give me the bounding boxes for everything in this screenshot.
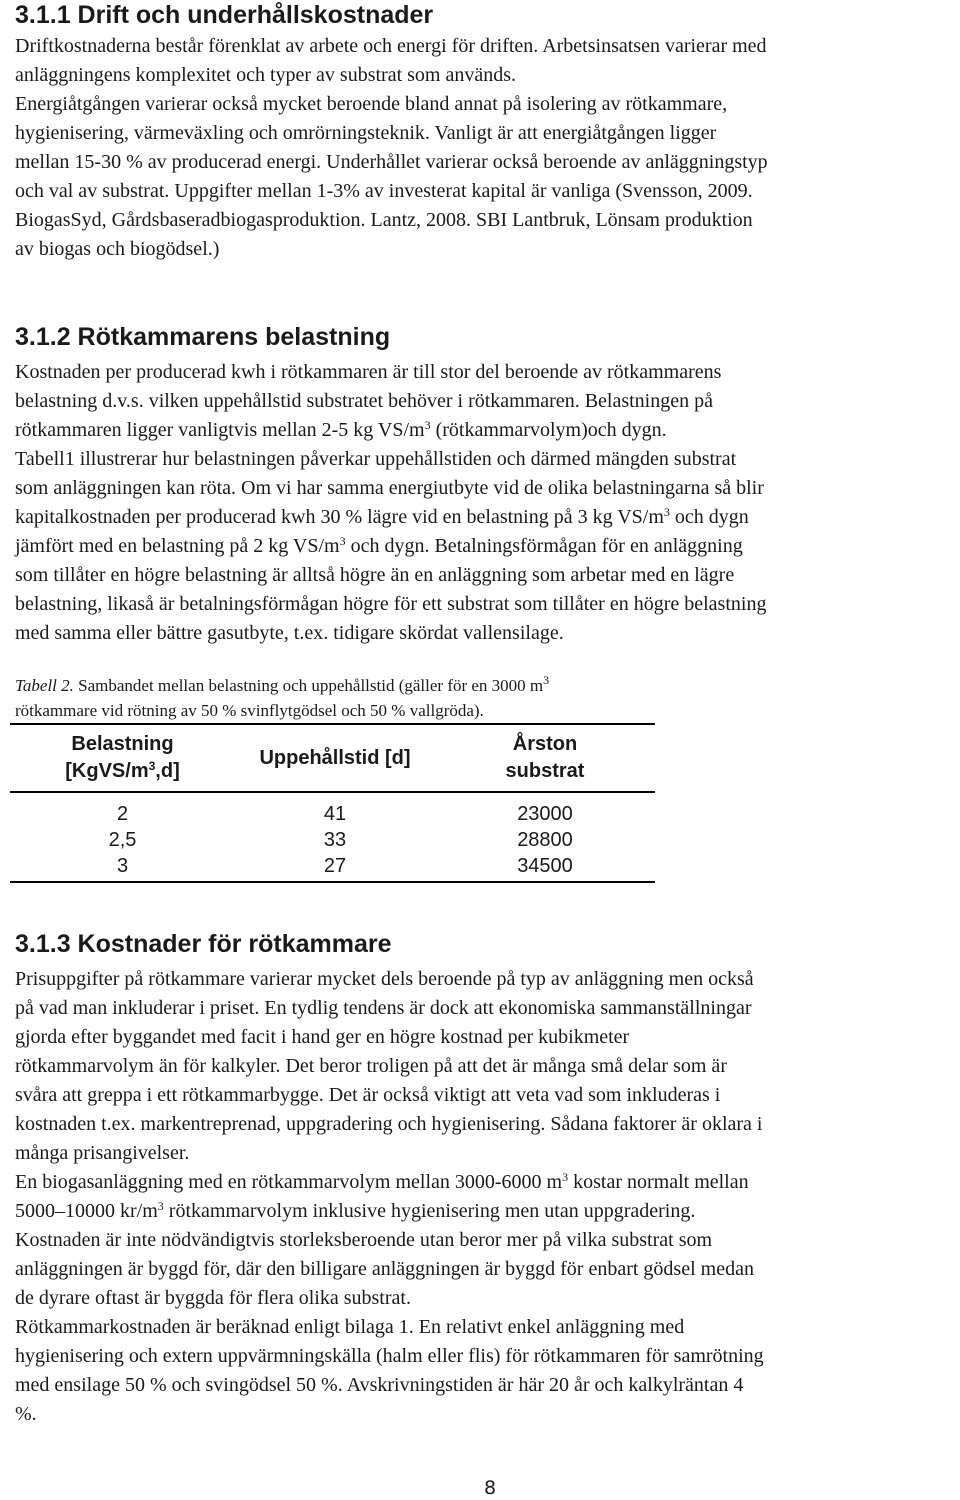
text-line: belastning, likaså är betalningsförmågan högre för ett substrat som tillåter en högre belastning bbox=[15, 593, 767, 615]
text-segment: En biogasanläggning med en rötkammarvolym mellan 3000-6000 m bbox=[15, 1171, 563, 1193]
text-segment: 5000–10000 kr/m bbox=[15, 1200, 158, 1222]
text-segment: kostar normalt mellan bbox=[568, 1171, 749, 1193]
cell-arston: 28800 bbox=[517, 829, 573, 851]
cell-uppehallstid: 41 bbox=[323, 803, 347, 825]
table-row bbox=[10, 853, 655, 882]
text-line: anläggningens komplexitet och typer av substrat som används. bbox=[15, 64, 517, 86]
text-line: rötkammarvolym än för kalkyler. Det beror troligen på att det är många små delar som är bbox=[15, 1055, 727, 1077]
text-line: Driftkostnaderna består förenklat av arbete och energi för driften. Arbetsinsatsen varierar med bbox=[15, 35, 767, 57]
page-number: 8 bbox=[483, 1477, 497, 1499]
paragraph-kostnader bbox=[15, 965, 950, 1429]
header-text: ,d] bbox=[155, 760, 180, 782]
text-line: med ensilage 50 % och svingödsel 50 %. Avskrivningstiden är här 20 år och kalkylräntan 4 bbox=[15, 1374, 744, 1396]
text-line bbox=[15, 532, 950, 561]
text-line: av biogas och biogödsel.) bbox=[15, 238, 220, 260]
text-segment: rötkammaren ligger vanligtvis mellan 2-5 kg VS/m bbox=[15, 419, 425, 441]
cell-uppehallstid: 27 bbox=[235, 853, 435, 882]
text-segment: och dygn. Betalningsförmågan för en anläggning bbox=[345, 535, 743, 557]
text-line: många prisangivelser. bbox=[15, 1142, 190, 1164]
text-line: belastning d.v.s. vilken uppehållstid substratet behöver i rötkammaren. Belastningen på bbox=[15, 390, 713, 412]
text-line: Rötkammarkostnaden är beräknad enligt bilaga 1. En relativt enkel anläggning med bbox=[15, 1316, 685, 1338]
caption-label: Tabell 2. bbox=[15, 676, 74, 695]
text-line: Kostnaden är inte nödvändigtvis storleksberoende utan beror mer på vilka substrat som bbox=[15, 1229, 713, 1251]
text-line: anläggningen är byggd för, där den billigare anläggningen är byggd för enbart gödsel medan bbox=[15, 1258, 754, 1280]
superscript: 3 bbox=[424, 418, 431, 432]
superscript: 3 bbox=[339, 534, 346, 548]
cell-belastning: 2 bbox=[116, 803, 129, 825]
text-line: kostnaden t.ex. markentreprenad, uppgradering och hygienisering. Sådana faktorer är oklara i bbox=[15, 1113, 763, 1135]
paragraph-belastning bbox=[15, 358, 950, 648]
superscript: 3 bbox=[157, 1199, 164, 1213]
section-heading-3-1-1: 3.1.1 Drift och underhållskostnader bbox=[15, 1, 434, 29]
text-line: Kostnaden per producerad kwh i rötkammaren är till stor del beroende av rötkammarens bbox=[15, 361, 722, 383]
text-line: svåra att greppa i ett rötkammarbygge. Det är också viktigt att veta vad som inkluderas i bbox=[15, 1084, 721, 1106]
text-line: mellan 15-30 % av producerad energi. Underhållet varierar också beroende av anläggningstyp bbox=[15, 151, 768, 173]
text-segment: kapitalkostnaden per producerad kwh 30 % lägre vid en belastning på 3 kg VS/m bbox=[15, 506, 664, 528]
header-text: Belastning bbox=[71, 733, 174, 755]
text-segment: (rötkammarvolym)och dygn. bbox=[430, 419, 667, 441]
cell-belastning: 3 bbox=[10, 853, 235, 882]
text-line: BiogasSyd, Gårdsbaseradbiogasproduktion. Lantz, 2008. SBI Lantbruk, Lönsam produktion bbox=[15, 209, 753, 231]
text-segment: rötkammarvolym inklusive hygienisering men utan uppgradering. bbox=[163, 1200, 696, 1222]
section-heading-3-1-3: 3.1.3 Kostnader för rötkammare bbox=[15, 930, 392, 958]
text-line: Energiåtgången varierar också mycket beroende bland annat på isolering av rötkammare, bbox=[15, 93, 728, 115]
text-line: med samma eller bättre gasutbyte, t.ex. tidigare skördat vallensilage. bbox=[15, 622, 564, 644]
text-line bbox=[15, 503, 950, 532]
caption-line bbox=[15, 673, 549, 698]
section-heading-3-1-2: 3.1.2 Rötkammarens belastning bbox=[15, 323, 391, 351]
header-uppehallstid: Uppehållstid [d] bbox=[259, 746, 411, 769]
table-row bbox=[10, 792, 655, 827]
caption-line: rötkammare vid rötning av 50 % svinflytgödsel och 50 % vallgröda). bbox=[15, 701, 484, 720]
header-text: substrat bbox=[505, 760, 585, 782]
superscript: 3 bbox=[543, 673, 550, 687]
cell-arston: 34500 bbox=[435, 853, 655, 882]
superscript: 3 bbox=[562, 1170, 569, 1184]
text-line: hygienisering och extern uppvärmningskälla (halm eller flis) för rötkammaren för samrötning bbox=[15, 1345, 764, 1367]
text-segment: och dygn bbox=[669, 506, 749, 528]
cell-arston: 23000 bbox=[517, 803, 573, 825]
header-belastning bbox=[10, 724, 235, 792]
cell-uppehallstid: 33 bbox=[323, 829, 347, 851]
table-row bbox=[10, 827, 655, 853]
header-text: Årston bbox=[512, 733, 578, 755]
text-line bbox=[15, 1168, 950, 1197]
text-line: Tabell1 illustrerar hur belastningen påverkar uppehållstiden och därmed mängden substrat bbox=[15, 448, 737, 470]
text-line: Prisuppgifter på rötkammare varierar mycket dels beroende på typ av anläggning men också bbox=[15, 968, 754, 990]
text-line: som tillåter en högre belastning är alltså högre än en anläggning som arbetar med en lägre bbox=[15, 564, 735, 586]
text-line: gjorda efter byggandet med facit i hand ger en högre kostnad per kubikmeter bbox=[15, 1026, 630, 1048]
text-segment: jämfört med en belastning på 2 kg VS/m bbox=[15, 535, 340, 557]
header-text: [KgVS/m bbox=[65, 760, 149, 782]
table-header-row bbox=[10, 724, 655, 792]
text-line: och val av substrat. Uppgifter mellan 1-3% av investerat kapital är vanliga (Svensson, 2009. bbox=[15, 180, 753, 202]
data-table bbox=[10, 723, 655, 883]
text-segment: Sambandet mellan belastning och uppehållstid (gäller för en 3000 m bbox=[73, 676, 544, 695]
text-line: %. bbox=[15, 1403, 37, 1425]
superscript: 3 bbox=[663, 505, 670, 519]
paragraph-drift bbox=[15, 32, 950, 264]
text-line: hygienisering, värmeväxling och omrörningsteknik. Vanligt är att energiåtgången ligger bbox=[15, 122, 717, 144]
text-line bbox=[15, 416, 950, 445]
header-arston-substrat bbox=[435, 724, 655, 792]
cell-belastning: 2,5 bbox=[108, 829, 137, 851]
text-line bbox=[15, 1197, 950, 1226]
text-line: de dyrare oftast är byggda för flera olika substrat. bbox=[15, 1287, 411, 1309]
table-caption bbox=[15, 673, 549, 723]
text-line: på vad man inkluderar i priset. En tydlig tendens är dock att ekonomiska sammanställningar bbox=[15, 997, 752, 1019]
text-line: som anläggningen kan röta. Om vi har samma energiutbyte vid de olika belastningarna så blir bbox=[15, 477, 764, 499]
superscript: 3 bbox=[148, 759, 156, 773]
